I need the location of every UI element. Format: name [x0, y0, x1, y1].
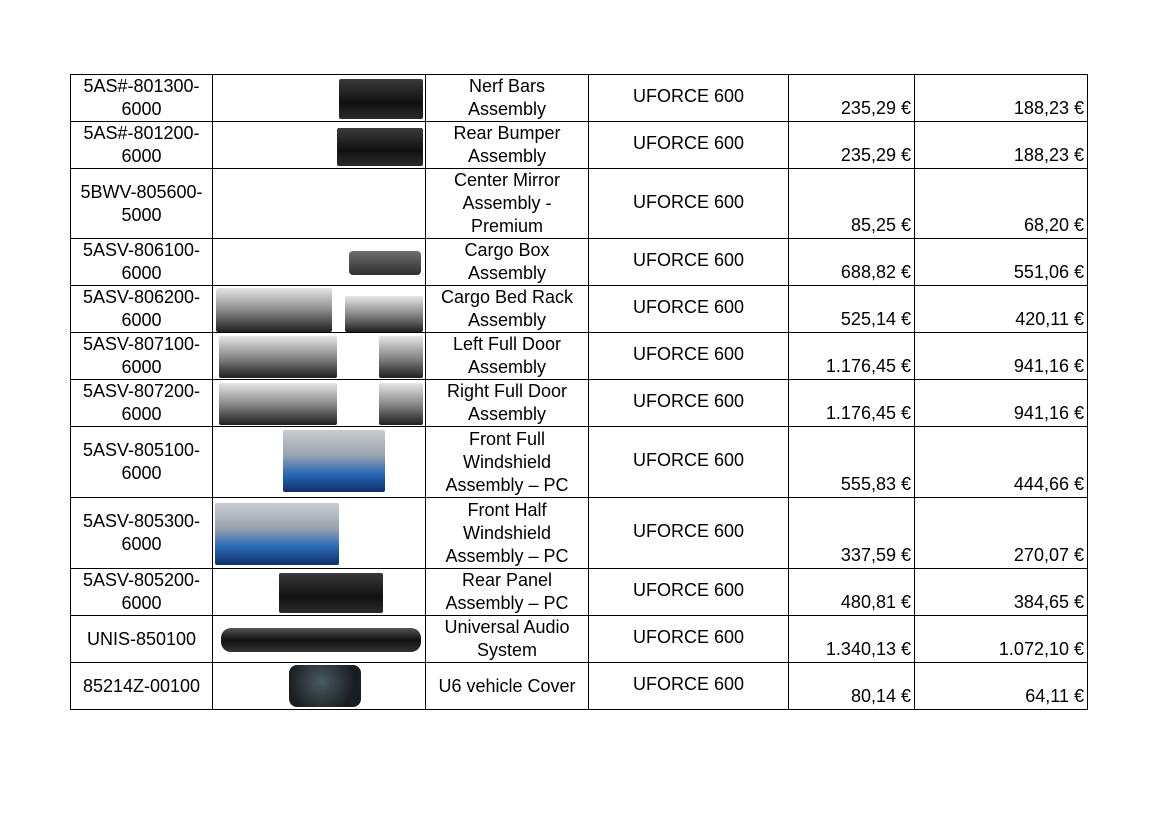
price-retail: 235,29 € — [789, 75, 915, 122]
right-door-photo — [219, 383, 337, 425]
price-net: 1.072,10 € — [915, 616, 1088, 663]
vehicle-model: UFORCE 600 — [589, 239, 789, 286]
part-name: Front Full Windshield Assembly – PC — [426, 427, 589, 498]
left-door-photo — [219, 336, 337, 378]
table-row — [71, 286, 1088, 333]
vehicle-model: UFORCE 600 — [589, 498, 789, 569]
nerf-bars-photo — [339, 79, 423, 119]
half-windshield-photo — [215, 503, 339, 565]
part-code: 5ASV-806200-6000 — [71, 286, 213, 333]
part-code: 5ASV-805100-6000 — [71, 427, 213, 498]
price-retail: 1.176,45 € — [789, 380, 915, 427]
part-name: Center Mirror Assembly - Premium — [426, 169, 589, 239]
vehicle-model: UFORCE 600 — [589, 75, 789, 122]
part-image-cell — [213, 380, 426, 427]
table-row — [71, 569, 1088, 616]
table-row — [71, 498, 1088, 569]
part-image-cell — [213, 569, 426, 616]
price-net: 188,23 € — [915, 122, 1088, 169]
price-net: 270,07 € — [915, 498, 1088, 569]
vehicle-model: UFORCE 600 — [589, 286, 789, 333]
price-net: 444,66 € — [915, 427, 1088, 498]
part-code: 5AS#-801300-6000 — [71, 75, 213, 122]
audio-system-photo — [221, 628, 421, 652]
part-name: U6 vehicle Cover — [426, 663, 589, 710]
part-name: Nerf Bars Assembly — [426, 75, 589, 122]
part-name: Rear Panel Assembly – PC — [426, 569, 589, 616]
part-image-cell — [213, 75, 426, 122]
table-row — [71, 75, 1088, 122]
part-image-cell — [213, 663, 426, 710]
table-row — [71, 663, 1088, 710]
vehicle-model: UFORCE 600 — [589, 616, 789, 663]
cargo-box-photo — [349, 251, 421, 275]
part-code: 5ASV-807100-6000 — [71, 333, 213, 380]
vehicle-model: UFORCE 600 — [589, 380, 789, 427]
table-row — [71, 169, 1088, 239]
cargo-bed-rack-photo — [216, 288, 332, 332]
vehicle-model: UFORCE 600 — [589, 427, 789, 498]
part-name: Cargo Box Assembly — [426, 239, 589, 286]
part-name: Right Full Door Assembly — [426, 380, 589, 427]
price-retail: 337,59 € — [789, 498, 915, 569]
price-retail: 555,83 € — [789, 427, 915, 498]
table-row — [71, 239, 1088, 286]
price-retail: 480,81 € — [789, 569, 915, 616]
part-code: 5BWV-805600-5000 — [71, 169, 213, 239]
part-code: 5ASV-806100-6000 — [71, 239, 213, 286]
cargo-bed-rack-detail-photo — [345, 296, 423, 332]
price-retail: 1.340,13 € — [789, 616, 915, 663]
price-retail: 1.176,45 € — [789, 333, 915, 380]
full-windshield-photo — [283, 430, 385, 492]
price-retail: 688,82 € — [789, 239, 915, 286]
part-image-cell — [213, 239, 426, 286]
part-code: UNIS-850100 — [71, 616, 213, 663]
part-image-cell — [213, 616, 426, 663]
price-net: 68,20 € — [915, 169, 1088, 239]
part-image-cell — [213, 333, 426, 380]
price-retail: 85,25 € — [789, 169, 915, 239]
table-row — [71, 380, 1088, 427]
vehicle-model: UFORCE 600 — [589, 169, 789, 239]
part-code: 5ASV-807200-6000 — [71, 380, 213, 427]
parts-price-table — [70, 74, 1088, 710]
vehicle-cover-photo — [289, 665, 361, 707]
vehicle-model: UFORCE 600 — [589, 663, 789, 710]
right-door-detail-photo — [379, 383, 423, 425]
price-net: 384,65 € — [915, 569, 1088, 616]
table-row — [71, 333, 1088, 380]
part-image-cell — [213, 286, 426, 333]
price-net: 941,16 € — [915, 380, 1088, 427]
part-image-cell — [213, 169, 426, 239]
vehicle-model: UFORCE 600 — [589, 122, 789, 169]
left-door-detail-photo — [379, 336, 423, 378]
part-code: 5ASV-805300-6000 — [71, 498, 213, 569]
part-code: 5ASV-805200-6000 — [71, 569, 213, 616]
price-net: 551,06 € — [915, 239, 1088, 286]
rear-panel-photo — [279, 573, 383, 613]
price-retail: 525,14 € — [789, 286, 915, 333]
part-name: Left Full Door Assembly — [426, 333, 589, 380]
price-net: 420,11 € — [915, 286, 1088, 333]
part-image-cell — [213, 122, 426, 169]
part-name: Rear Bumper Assembly — [426, 122, 589, 169]
part-image-cell — [213, 427, 426, 498]
price-net: 64,11 € — [915, 663, 1088, 710]
part-name: Cargo Bed Rack Assembly — [426, 286, 589, 333]
rear-bumper-photo — [337, 128, 423, 166]
part-name: Front Half Windshield Assembly – PC — [426, 498, 589, 569]
table-row — [71, 427, 1088, 498]
vehicle-model: UFORCE 600 — [589, 569, 789, 616]
part-code: 85214Z-00100 — [71, 663, 213, 710]
vehicle-model: UFORCE 600 — [589, 333, 789, 380]
table-row — [71, 122, 1088, 169]
part-code: 5AS#-801200-6000 — [71, 122, 213, 169]
table-row — [71, 616, 1088, 663]
part-image-cell — [213, 498, 426, 569]
price-retail: 80,14 € — [789, 663, 915, 710]
part-name: Universal Audio System — [426, 616, 589, 663]
price-retail: 235,29 € — [789, 122, 915, 169]
price-net: 941,16 € — [915, 333, 1088, 380]
price-net: 188,23 € — [915, 75, 1088, 122]
